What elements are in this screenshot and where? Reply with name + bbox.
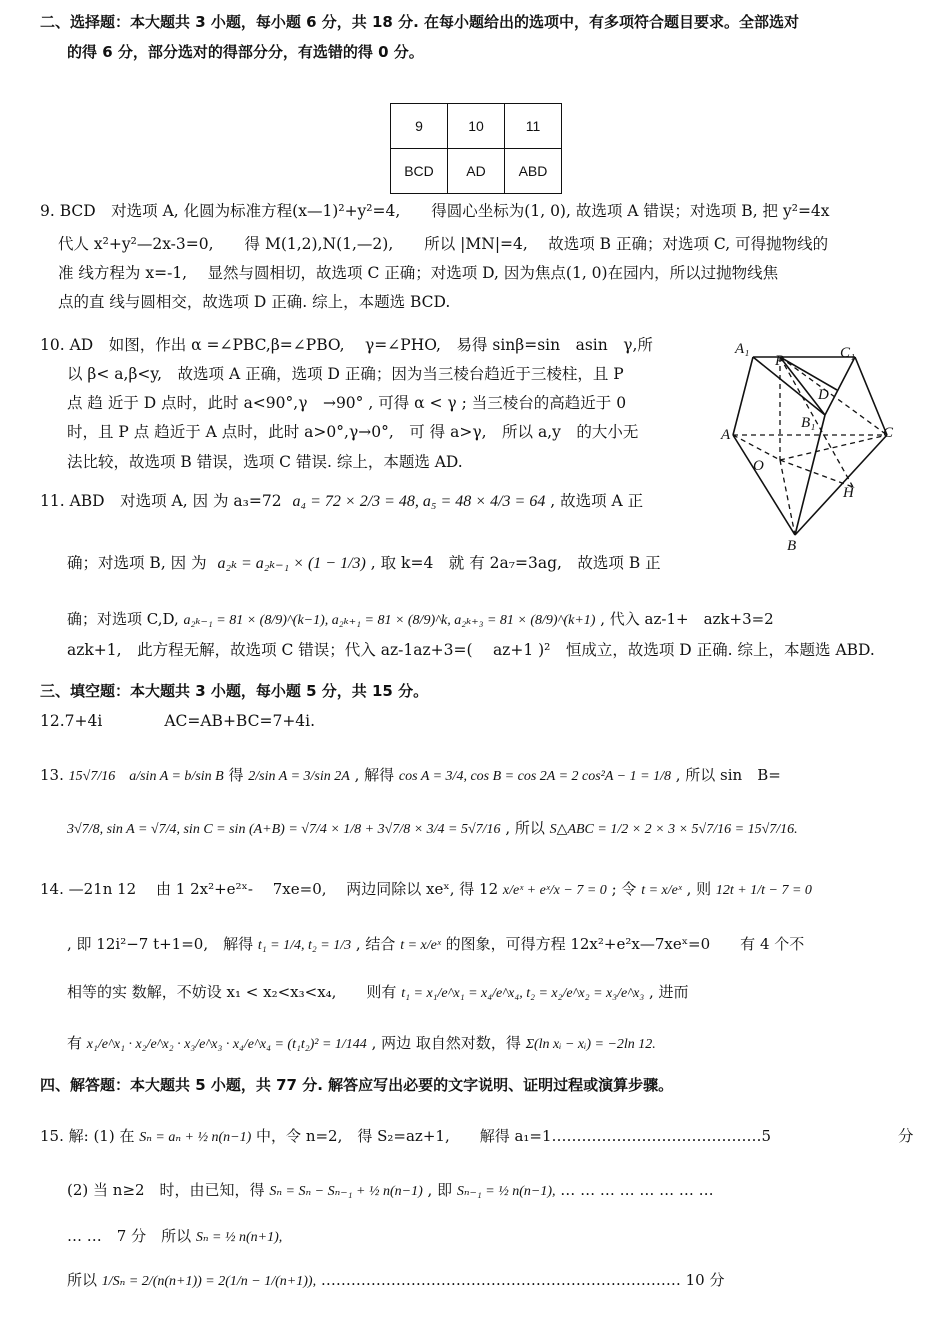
label-C: C [883,425,894,441]
answer-table-header-row [391,104,562,149]
q15-line2-formula-a: Sₙ = Sₙ − Sₙ₋₁ + ½ n(n−1) [269,1184,423,1199]
q15-line1-text-b: 中，令 n=2, 得 S₂=az+1, 解得 a₁=1……………………………………5 [256,1127,772,1145]
q11-line2-formula: a₂ₖ = a₂ₖ₋₁ × (1 − 1/3) [217,555,366,572]
q14-line3 [67,982,689,1004]
q15-line4-text-a: 所以 [67,1271,98,1289]
q15-line3-formula: Sₙ = ½ n(n+1), [195,1230,283,1245]
q9-line2: 代人 x²+y²—2x-3=0, 得 M(1,2),N(1,—2), 所以 |MN|=4, 故选项 B 正确；对选项 C, 可得抛物线的 [58,235,829,253]
q13-line2-formula-a: 3√7/8, sin A = √7/4, sin C = sin (A+B) = √7/4 × 1/8 + 3√7/8 × 3/4 = 5√7/16 [67,822,501,837]
q15-line1-formula: Sₙ = aₙ + ½ n(n−1) [139,1130,252,1145]
label-C1: C₁ [840,345,856,361]
label-D: D [818,387,829,403]
q13-line1-formula-a: 15√7/16 a/sin A = b/sin B [68,769,224,784]
label-B1: B₁ [801,415,816,431]
q14-line1-text-b: ; 令 [611,880,637,898]
q13-line1-text-d: , 所以 sin B= [675,766,781,784]
q14-line3-formula: t₁ = x₁/e^x₁ = x₄/e^x₄, t₂ = x₂/e^x₂ = x₃/e^x₃ [401,986,645,1001]
q10-line1: 10. AD 如图，作出 α =∠PBC,β=∠PBO, γ=∠PHO, 易得 sinβ=sin asin γ,所 [40,336,653,354]
section2-heading-line2: 的得 6 分，部分选对的得部分分，有选错的得 0 分。 [67,43,424,61]
label-O: O [753,458,764,474]
q11-line1 [40,491,643,512]
q14-line2-text-b: , 结合 [355,935,396,953]
label-P: P [775,353,785,369]
label-A1: A₁ [735,341,750,357]
label-A: A [721,427,731,443]
q15-line2-text-b: , 即 [427,1181,453,1199]
table-cell: 11 [505,104,562,149]
q12-line: 12.7+4i AC=AB+BC=7+4i. [40,712,316,730]
q14-line4-formula-a: x₁/e^x₁ · x₂/e^x₂ · x₃/e^x₃ · x₄/e^x₄ = (t₁t₂)² = 1/144 [86,1037,367,1052]
q14-line1-text-a: 14. —21n 12 由 1 2x²+e²ˣ- 7xe=0, 两边同除以 xeˣ, 得 12 [40,880,499,898]
q15-line3 [67,1226,282,1248]
section3-heading: 三、填空题：本大题共 3 小题，每小题 5 分，共 15 分。 [40,682,429,700]
q15-line4-formula: 1/Sₙ = 2/(n(n+1)) = 2(1/n − 1/(n+1)), [101,1274,317,1289]
q11-line2-text-a: 确；对选项 B, 因 为 [67,554,207,572]
q15-line4-text-b: ……………………………………………………………… 10 分 [320,1271,725,1289]
q15-line2-formula-b: Sₙ₋₁ = ½ n(n−1), [456,1184,556,1199]
q14-line1-formula-b: t = x/eˣ [641,883,682,898]
q11-line1-text-b: , 故选项 A 正 [550,492,644,510]
q11-line2-text-b: , 取 k=4 就 有 2a₇=3ag, 故选项 B 正 [370,554,661,572]
q14-line1 [40,879,812,901]
q14-line2-formula-a: t₁ = 1/4, t₂ = 1/3 [257,938,352,953]
q11-line3 [67,609,774,631]
q13-line1 [40,765,781,787]
answer-table-answer-row [391,149,562,194]
q13-line1-text-c: , 解得 [354,766,395,784]
q13-line1-formula-c: cos A = 3/4, cos B = cos 2A = 2 cos²A − 1 = 1/8 [398,769,671,784]
q15-line1-score-unit: 分 [898,1127,914,1145]
q13-line2-formula-b: S△ABC = 1/2 × 2 × 3 × 5√7/16 = 15√7/16. [549,822,798,837]
q13-line2-text-b: , 所以 [505,819,545,837]
q11-line2 [67,553,661,574]
q14-line4 [67,1033,656,1055]
q15-line4 [67,1270,724,1292]
table-cell: 9 [391,104,448,149]
q9-line3: 准 线方程为 x=-1, 显然与圆相切，故选项 C 正确；对选项 D, 因为焦点(1, 0)在园内，所以过抛物线焦 [58,264,779,282]
q15-line2-text-a: (2) 当 n≥2 时，由已知，得 [67,1181,265,1199]
q13-line1-text-b: 得 [228,766,244,784]
label-H: H [843,485,854,501]
q11-line1-text-a: 11. ABD 对选项 A, 因 为 a₃=72 [40,492,282,510]
q14-line4-text-b: , 两边 取自然对数，得 [371,1034,521,1052]
q14-line2-text-c: 的图象，可得方程 12x²+e²x—7xeˣ=0 有 4 个不 [445,935,805,953]
answer-table [390,103,562,194]
table-cell: 10 [448,104,505,149]
section2-heading-line1: 二、选择题：本大题共 3 小题，每小题 6 分，共 18 分. 在每小题给出的选项中，有多项符合题目要求。全部选对 [40,13,800,31]
q11-line3-text-a: 确；对选项 C,D, [67,610,179,628]
q15-line2-dots: … … … … … … … … [560,1181,714,1199]
q14-line1-formula-c: 12t + 1/t − 7 = 0 [715,883,812,898]
q10-line5: 法比较，故选项 B 错误，选项 C 错误. 综上，本题选 AD. [67,453,463,471]
label-B: B [787,538,797,554]
q9-line1: 9. BCD 对选项 A, 化圆为标准方程(x—1)²+y²=4, 得圆心坐标为(1, 0), 故选项 A 错误；对选项 B, 把 y²=4x [40,202,830,220]
section4-heading: 四、解答题：本大题共 5 小题，共 77 分. 解答应写出必要的文字说明、证明过程或演算步骤。 [40,1076,674,1094]
q15-line1-text-a: 15. 解: (1) 在 [40,1127,135,1145]
table-cell: ABD [505,149,562,194]
q13-line1-number: 13. [40,766,64,784]
q15-line1 [40,1126,771,1148]
table-cell: BCD [391,149,448,194]
frustum-figure [721,335,915,555]
q14-line3-text-b: , 进而 [649,983,689,1001]
q10-line4: 时，且 P 点 趋近于 A 点时，此时 a>0°,γ→0°, 可 得 a>γ, 所以 a,y 的大小无 [67,423,639,441]
q10-line2: 以 β< a,β<y, 故选项 A 正确，选项 D 正确；因为当三棱台趋近于三棱柱，且 P [67,365,624,383]
q15-line2 [67,1180,714,1202]
q14-line1-formula-a: x/eˣ + eˣ/x − 7 = 0 [502,883,607,898]
q14-line4-formula-b: Σ(ln xᵢ − xᵢ) = −2ln 12. [525,1037,656,1052]
q11-line1-formula: a₄ = 72 × 2/3 = 48, a₅ = 48 × 4/3 = 64 [292,493,546,510]
q11-line3-formula: a₂ₖ₋₁ = 81 × (8/9)^(k−1), a₂ₖ₊₁ = 81 × (8/9)^k, a₂ₖ₊₃ = 81 × (8/9)^(k+1) [183,613,596,628]
q11-line3-text-b: , 代入 az-1+ azk+3=2 [600,610,774,628]
q14-line4-text-a: 有 [67,1034,83,1052]
q14-line2-formula-b: t = x/eˣ [400,938,441,953]
q13-line1-formula-b: 2/sin A = 3/sin 2A [248,769,350,784]
q10-line3: 点 趋 近于 D 点时，此时 a<90°,γ →90° , 可得 α < γ ; 当三棱台的高趋近于 0 [67,394,627,412]
q14-line2-text-a: , 即 12i²−7 t+1=0, 解得 [67,935,254,953]
q14-line3-text-a: 相等的实 数解，不妨设 x₁ < x₂<x₃<x₄, 则有 [67,983,397,1001]
q14-line1-text-c: , 则 [686,880,712,898]
q9-line4: 点的直 线与圆相交，故选项 D 正确. 综上，本题选 BCD. [58,293,451,311]
q15-line3-text-a: … … 7 分 所以 [67,1227,192,1245]
table-cell: AD [448,149,505,194]
q14-line2 [67,934,804,956]
q11-line4: azk+1, 此方程无解，故选项 C 错误；代入 az-1az+3=( az+1 )² 恒成立，故选项 D 正确. 综上，本题选 ABD. [67,641,875,659]
q13-line2 [67,818,798,840]
